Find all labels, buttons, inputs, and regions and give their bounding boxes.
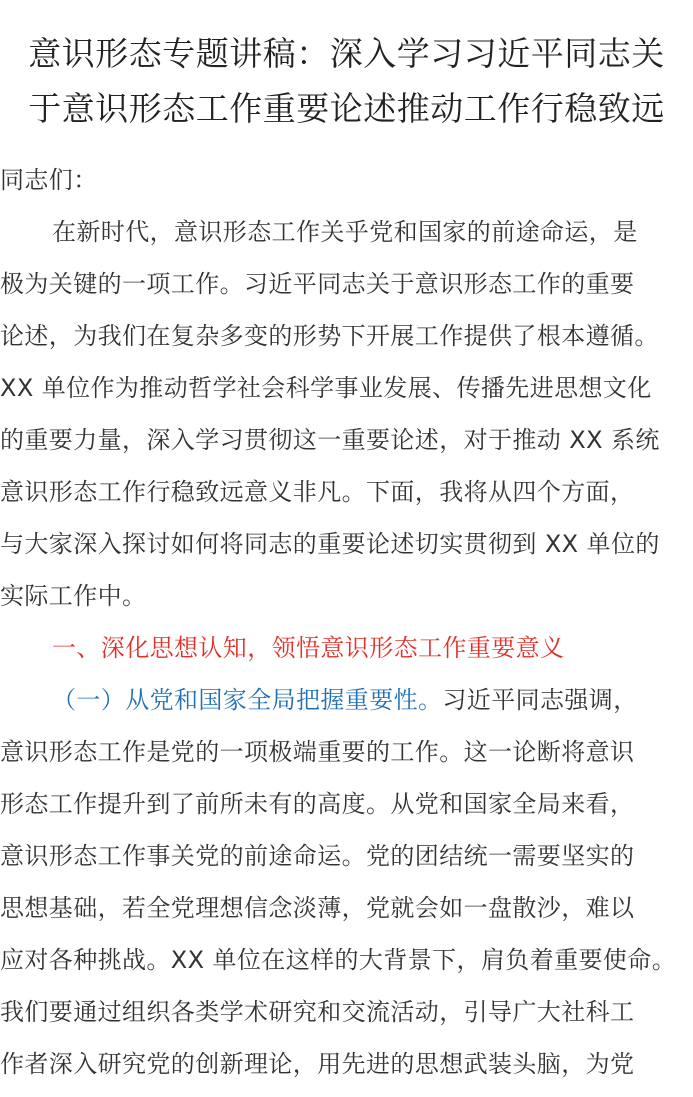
paragraph-line: 思想基础，若全党理想信念淡薄，党就会如一盘散沙，难以 <box>0 894 635 922</box>
paragraph-line: 我们要通过组织各类学术研究和交流活动，引导广大社科工 <box>0 998 635 1026</box>
subsection-paragraph <box>0 674 693 1090</box>
paragraph-line: 意识形态工作行稳致远意义非凡。下面，我将从四个方面， <box>0 478 635 506</box>
paragraph-line: 的重要力量，深入学习贯彻这一重要论述，对于推动 XX 系统 <box>0 426 660 454</box>
paragraph-line: XX 单位作为推动哲学社会科学事业发展、传播先进思想文化 <box>0 374 652 402</box>
paragraph-line: 意识形态工作事关党的前途命运。党的团结统一需要坚实的 <box>0 842 635 870</box>
paragraph-line: 在新时代，意识形态工作关乎党和国家的前途命运，是 <box>52 218 638 246</box>
paragraph-line: 作者深入研究党的创新理论，用先进的思想武装头脑，为党 <box>0 1050 635 1078</box>
title-line: 意识形态专题讲稿：深入学习习近平同志关 <box>28 34 665 73</box>
title-line: 于意识形态工作重要论述推动工作行稳致远 <box>28 89 665 128</box>
paragraph-line: 论述，为我们在复杂多变的形势下开展工作提供了根本遵循。 <box>0 322 659 350</box>
paragraph-line: 与大家深入探讨如何将同志的重要论述切实贯彻到 XX 单位的 <box>0 530 660 558</box>
subsection-heading: （一）从党和国家全局把握重要性。 <box>52 686 443 714</box>
section-heading: 一、深化思想认知，领悟意识形态工作重要意义 <box>52 634 565 662</box>
paragraph-line: 极为关键的一项工作。习近平同志关于意识形态工作的重要 <box>0 270 635 298</box>
paragraph-line <box>0 674 693 726</box>
paragraph-line: 实际工作中。 <box>0 582 147 610</box>
paragraph-text: 习近平同志强调， <box>442 686 638 714</box>
document-title <box>0 0 693 136</box>
paragraph-line: 应对各种挑战。XX 单位在这样的大背景下，肩负着重要使命。 <box>0 946 677 974</box>
paragraph-line: 形态工作提升到了前所未有的高度。从党和国家全局来看， <box>0 790 635 818</box>
intro-paragraph <box>0 206 693 622</box>
document-body <box>0 154 693 1090</box>
salutation: 同志们： <box>0 166 98 194</box>
paragraph-line: 意识形态工作是党的一项极端重要的工作。这一论断将意识 <box>0 738 635 766</box>
